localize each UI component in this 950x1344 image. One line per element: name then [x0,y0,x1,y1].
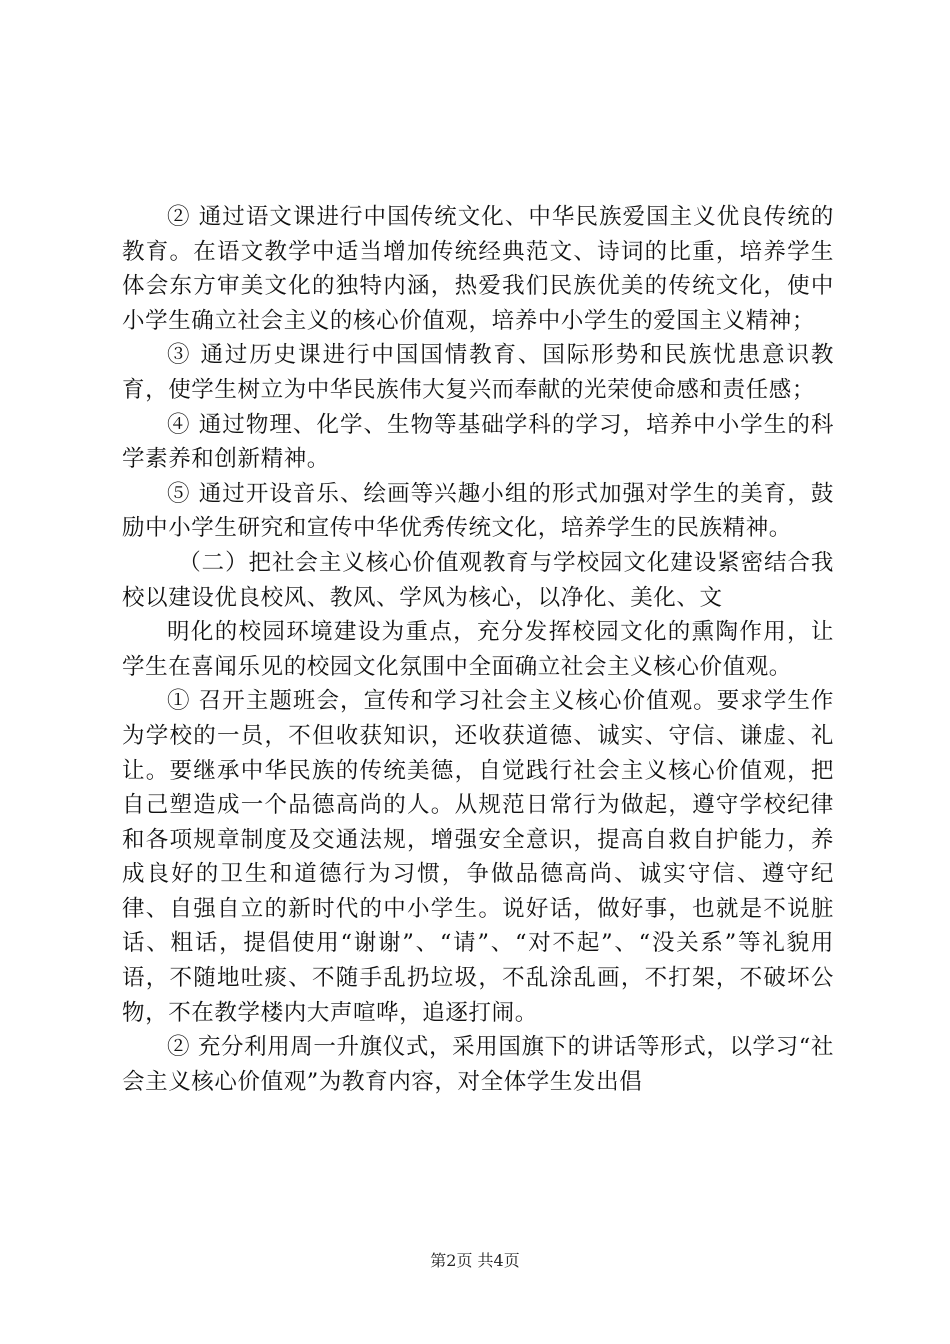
paragraph-item-4: ④ 通过物理、化学、生物等基础学科的学习，培养中小学生的科学素养和创新精神。 [122,411,834,473]
paragraph-item-2: ② 通过语文课进行中国传统文化、中华民族爱国主义优良传统的教育。在语文教学中适当增加传统经典范文、诗词的比重，培养学生体会东方审美文化的独特内涵，热爱我们民族优美的传统文化，使中小学生确立社会主义的核心价值观，培养中小学生的爱国主义精神； [122,204,834,334]
document-body [122,200,834,1099]
paragraph-item-2b: ② 充分利用周一升旗仪式，采用国旗下的讲话等形式，以学习“社会主义核心价值观”为教育内容，对全体学生发出倡 [122,1034,834,1095]
paragraph-continuation: 明化的校园环境建设为重点，充分发挥校园文化的熏陶作用，让学生在喜闻乐见的校园文化氛围中全面确立社会主义核心价值观。 [122,619,834,680]
paragraph-item-5: ⑤ 通过开设音乐、绘画等兴趣小组的形式加强对学生的美育，鼓励中小学生研究和宣传中华优秀传统文化，培养学生的民族精神。 [122,480,834,542]
paragraph-item-1: ① 召开主题班会，宣传和学习社会主义核心价值观。要求学生作为学校的一员，不但收获知识，还收获道德、诚实、守信、谦虚、礼让。要继承中华民族的传统美德，自觉践行社会主义核心价值观，把自己塑造成一个品德高尚的人。从规范日常行为做起，遵守学校纪律和各项规章制度及交通法规，增强安全意识，提高自救自护能力，养成良好的卫生和道德行为习惯，争做品德高尚、诚实守信、遵守纪律、自强自立的新时代的中小学生。说好话，做好事，也就是不说脏话、粗话，提倡使用“谢谢”、“请”、“对不起”、“没关系”等礼貌用语，不随地吐痰、不随手乱扔垃圾，不乱涂乱画，不打架，不破坏公物，不在教学楼内大声喧哗，追逐打闹。 [122,688,834,1026]
page-footer: 第2页 共4页 [430,1251,520,1270]
section-heading-2: （二）把社会主义核心价值观教育与学校园文化建设紧密结合我校以建设优良校风、教风、学风为核心，以净化、美化、文 [122,549,834,611]
paragraph-item-3: ③ 通过历史课进行中国国情教育、国际形势和民族忧患意识教育，使学生树立为中华民族伟大复兴而奉献的光荣使命感和责任感； [122,342,834,403]
